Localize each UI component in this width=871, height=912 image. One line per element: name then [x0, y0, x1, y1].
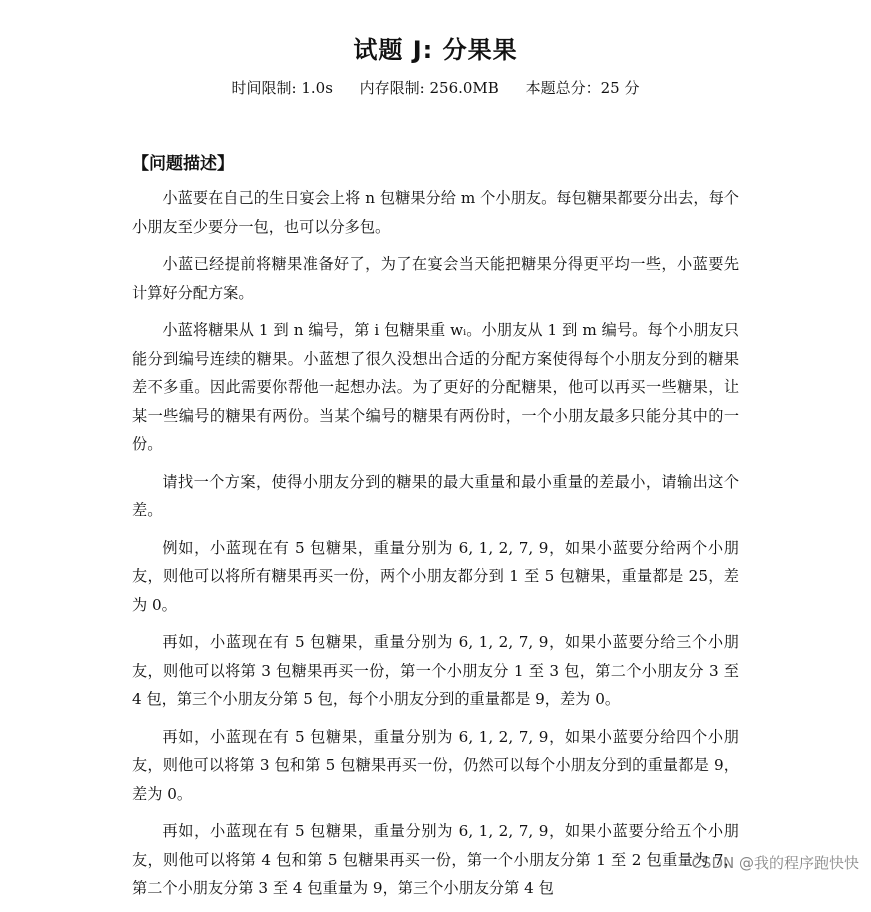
paragraph: 再如，小蓝现在有 5 包糖果，重量分别为 6, 1, 2, 7, 9，如果小蓝要分给三个小朋友，则他可以将第 3 包糖果再买一份，第一个小朋友分 1 至 3 包，第二个小朋友分 3 至 4 包，第三个小朋友分第 5 包，每个小朋友分到的重量都是 9，差为 0。	[132, 633, 739, 708]
memory-limit: 内存限制: 256.0MB	[359, 79, 499, 97]
paragraph: 例如，小蓝现在有 5 包糖果，重量分别为 6, 1, 2, 7, 9，如果小蓝要分给两个小朋友，则他可以将所有糖果再买一份，两个小朋友都分到 1 至 5 包糖果，重量都是 25，差为 0。	[132, 538, 739, 614]
section-heading: 【问题描述】	[132, 154, 234, 174]
paragraph: 小蓝已经提前将糖果准备好了，为了在宴会当天能把糖果分得更平均一些，小蓝要先计算好分配方案。	[132, 255, 739, 302]
time-limit: 时间限制: 1.0s	[231, 79, 333, 97]
paragraph: 请找一个方案，使得小朋友分到的糖果的最大重量和最小重量的差最小，请输出这个差。	[132, 472, 739, 519]
paragraph: 再如，小蓝现在有 5 包糖果，重量分别为 6, 1, 2, 7, 9，如果小蓝要分给五个小朋友，则他可以将第 4 包和第 5 包糖果再买一份，第一个小朋友分第 1 至 2 包重量为 7，第二个小朋友分第 3 至 4 包重量为 9，第三个小朋友分第 4 包	[132, 822, 739, 897]
problem-title: 试题 J: 分果果	[353, 36, 518, 64]
total-score: 本题总分：25 分	[525, 79, 640, 97]
paragraph: 再如，小蓝现在有 5 包糖果，重量分别为 6, 1, 2, 7, 9，如果小蓝要分给四个小朋友，则他可以将第 3 包和第 5 包糖果再买一份，仍然可以每个小朋友分到的重量都是 9，差为 0。	[132, 727, 739, 803]
watermark: CSDN @我的程序跑快快	[691, 854, 859, 872]
paragraph: 小蓝要在自己的生日宴会上将 n 包糖果分给 m 个小朋友。每包糖果都要分出去，每个小朋友至少要分一包，也可以分多包。	[132, 189, 739, 236]
problem-description	[132, 184, 739, 912]
limits-line	[0, 77, 871, 98]
paragraph: 小蓝将糖果从 1 到 n 编号，第 i 包糖果重 wᵢ。小朋友从 1 到 m 编号。每个小朋友只能分到编号连续的糖果。小蓝想了很久没想出合适的分配方案使得每个小朋友分到的糖果差不多重。因此需要你帮他一起想办法。为了更好的分配糖果，他可以再买一些糖果，让某一些编号的糖果有两份。当某个编号的糖果有两份时，一个小朋友最多只能分其中的一份。	[132, 321, 739, 453]
